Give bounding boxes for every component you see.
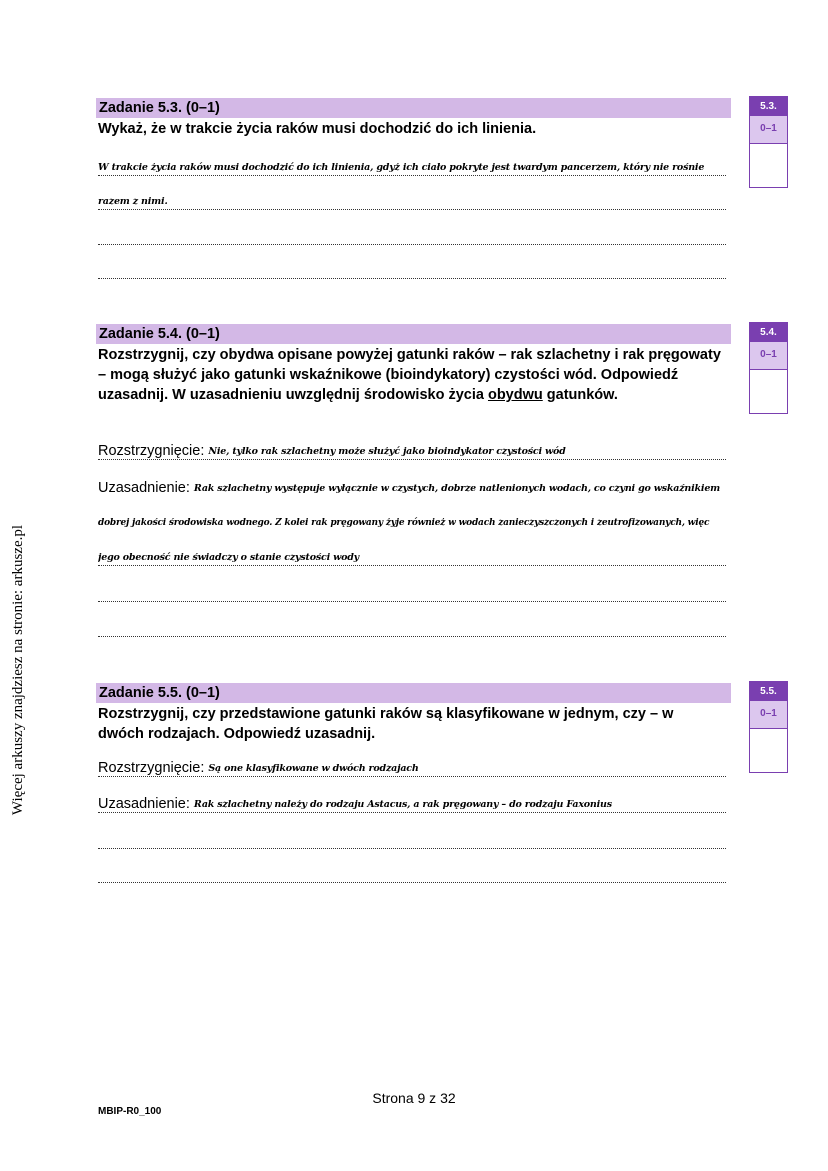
answer-line — [98, 261, 726, 279]
handwritten-answer: Rak szlachetny występuje wyłącznie w czystych, dobrze natlenionych wodach, co czyni go wskaźnikiem — [193, 483, 721, 494]
score-id: 5.5. — [750, 682, 787, 701]
task-question: Rozstrzygnij, czy przedstawione gatunki raków są klasyfikowane w jednym, czy – w dwóch rodzajach. Odpowiedź uzasadnij. — [98, 706, 674, 742]
justification-line — [98, 584, 726, 602]
decision-label: Rozstrzygnięcie: — [98, 443, 208, 459]
side-watermark-text: Więcej arkuszy znajdziesz na stronie: arkusze.pl — [10, 524, 26, 816]
handwritten-answer: Rak szlachetny należy do rodzaju Astacus, a rak pręgowany – do rodzaju Faxonius — [193, 799, 612, 810]
answer-line — [98, 158, 726, 176]
task-question: Rozstrzygnij, czy obydwa opisane powyżej gatunki raków – rak szlachetny i rak pręgowaty – mogą służyć jako gatunki wskaźnikowe (bioindykatory) czystości wód. Odpowiedź uzasadnij. W uzasadnieniu uwzględnij środowisko życia obydwu gatunków. — [98, 347, 721, 403]
decision-line — [98, 759, 726, 777]
score-range: 0–1 — [750, 701, 787, 729]
justification-line — [98, 478, 726, 496]
handwritten-answer: jego obecność nie świadczy o stanie czystości wody — [98, 552, 359, 563]
task-title-5-5: Zadanie 5.5. (0–1) — [96, 683, 731, 703]
decision-line — [98, 442, 726, 460]
justification-label: Uzasadnienie: — [98, 480, 194, 496]
handwritten-answer: dobrej jakości środowiska wodnego. Z kolei rak pręgowany żyje również w wodach zanieczyszczonych i zeutrofizowanych, więc — [98, 518, 710, 528]
exam-code: MBIP-R0_100 — [98, 1106, 162, 1117]
score-box-5-4 — [749, 322, 788, 414]
handwritten-answer: Nie, tylko rak szlachetny może służyć jako bioindykator czystości wód — [208, 446, 566, 457]
task-title-5-3: Zadanie 5.3. (0–1) — [96, 98, 731, 118]
justification-line — [98, 795, 726, 813]
score-box-5-3 — [749, 96, 788, 188]
score-field — [750, 144, 787, 187]
answer-line — [98, 192, 726, 210]
task-title-5-4: Zadanie 5.4. (0–1) — [96, 324, 731, 344]
decision-label: Rozstrzygnięcie: — [98, 760, 208, 776]
task-question: Wykaż, że w trakcie życia raków musi dochodzić do ich linienia. — [98, 121, 537, 137]
score-id: 5.3. — [750, 97, 787, 116]
score-range: 0–1 — [750, 116, 787, 144]
justification-label: Uzasadnienie: — [98, 796, 194, 812]
page-number: Strona 9 z 32 — [372, 1090, 456, 1106]
score-field — [750, 370, 787, 413]
justification-line — [98, 619, 726, 637]
justification-line — [98, 512, 726, 530]
handwritten-answer: razem z nimi. — [98, 196, 168, 207]
justification-line — [98, 548, 726, 566]
score-id: 5.4. — [750, 323, 787, 342]
handwritten-answer: W trakcie życia raków musi dochodzić do ich linienia, gdyż ich ciało pokryte jest twardym pancerzem, który nie rośnie — [98, 162, 705, 173]
score-box-5-5 — [749, 681, 788, 773]
score-range: 0–1 — [750, 342, 787, 370]
justification-line — [98, 831, 726, 849]
handwritten-answer: Są one klasyfikowane w dwóch rodzajach — [208, 763, 419, 774]
score-field — [750, 729, 787, 772]
justification-line — [98, 865, 726, 883]
answer-line — [98, 227, 726, 245]
